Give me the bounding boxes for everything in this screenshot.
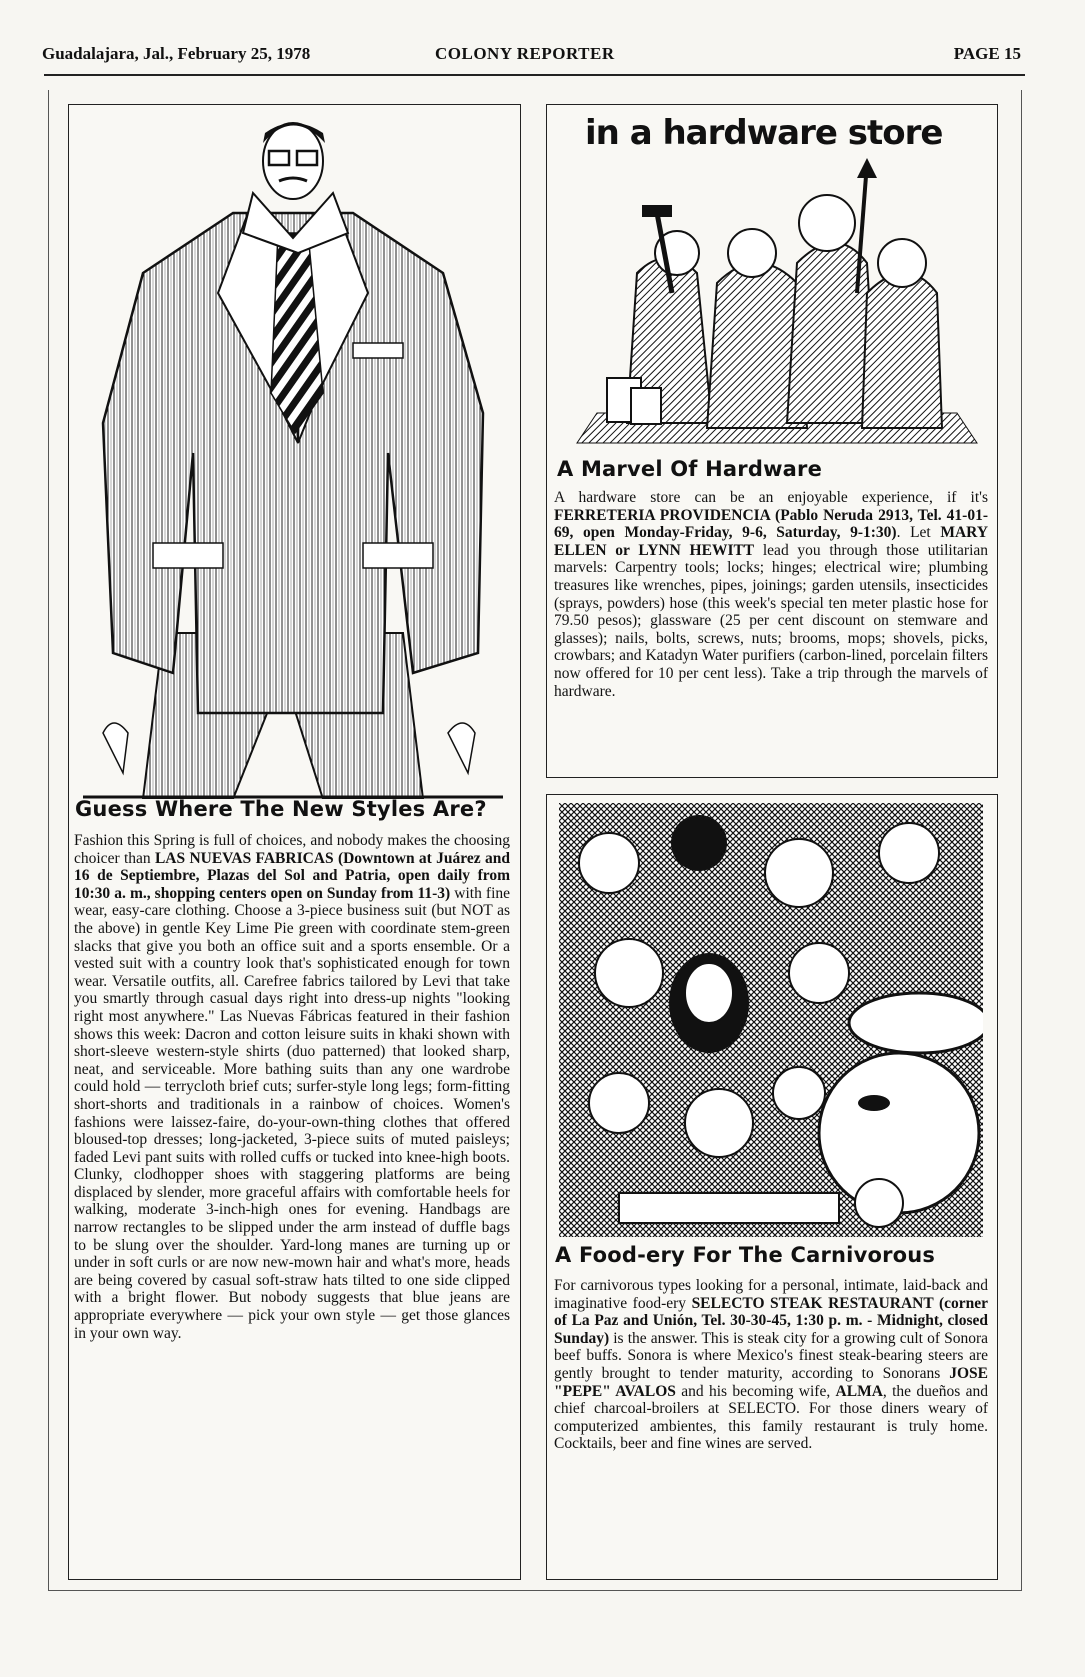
food-body-text: For carnivorous types looking for a personal, intimate, laid-back and imaginative food-ery SELECTO STEAK RESTAURANT (corner of La Paz and Unión, Tel. 30-30-45, 1:30 p. m. - Midnight, closed Sunday) is the answer. This is steak city for a growing cult of Sonora beef buffs. Sonora is where Mexico's finest steak-bearing steers are gently brought to tender maturity, according to Sonorans JOSE "PEPE" AVALOS and his becoming wife, ALMA, the dueños and chief charcoal-broilers at SELECTO. For those diners weary of computerized ambientes, this family restaurant is truly home. Cocktails, beer and fine wines are served. [554,1277,988,1453]
diners-illustration [559,803,983,1237]
fashion-body-text: Fashion this Spring is full of choices, and nobody makes the choosing choicer than LAS NUEVAS FABRICAS (Downtown at Juárez and 16 de Septiembre, Plazas del Sol and Patria, open daily from 10:30 a. m., shopping centers open on Sunday from 11-3) with fine wear, easy-care clothing. Choose a 3-piece business suit (but NOT as the above) in gentle Key Lime Pie green with coordinate stem-green slacks that give you both an office suit and a sports ensemble. Or a vested suit with a country look that's sophisticated enough for town wear. Versatile outfits, all. Carefree fabrics tailored by Levi that take you smartly through casual days right into dress-up nights "looking right most anywhere." Las Nuevas Fábricas featured in their fashion shows this week: Dacron and cotton leisure suits in khaki shown with short-sleeve western-style shirts (duo patterned) that looked sharp, neat, and serviceable. More bathing suits than any one wardrobe could hold — terrycloth brief cuts; surfer-style long legs; form-fitting short-shorts and traditionals in a rainbow of choices. Women's fashions were laissez-faire, do-your-own-thing clothes that offered bloused-top dresses; long-jacketed, 3-piece suits of muted paisleys; faded Levi pant suits with rolled cuffs or tucked into knee-high boots. Clunky, clodhopper shoes with staggering platforms are being displaced by slender, more graceful affairs with comfortable heels for walking, moderate 3-inch-high ones for evening. Handbags are narrow rectangles to be slipped under the arm instead of duffle bags to be slung over the shoulder. Yard-long manes are turning up or under in soft curls or are now new-mown hair and what's more, heads are being covered by casual soft-straw hats tilted to one side clipped with a bright flower. But nobody suggests that blue jeans are appropriate everywhere — pick your own style — get those glances in your own way. [74,832,511,1342]
hardware-body-text: A hardware store can be an enjoyable experience, if it's FERRETERIA PROVIDENCIA (Pablo Neruda 2913, Tel. 41-01-69, open Monday-Friday, 9-6, Saturday, 9-1:30). Let MARY ELLEN or LYNN HEWITT lead you through those utilitarian marvels: Carpentry tools; locks; hinges; electrical wire; plumbing treasures like wrenches, pipes, joinings; garden utensils, insecticides (sprays, powders) hose (this week's special ten meter plastic hose for 79.50 pesos); glassware (25 per cent discount on stemware and glasses); nails, bolts, screws, nuts; brooms, mops; shovels, picks, crowbars; and Katadyn Water purifiers (carbon-lined, porcelain filters now offered for 10 per cent less). Take a trip through the marvels of hardware. [554,489,989,700]
suit-illustration [83,113,503,799]
publication-name: COLONY REPORTER [435,44,615,63]
hardware-illustration [567,153,987,453]
dateline: Guadalajara, Jal., February 25, 1978 [42,44,311,63]
fashion-heading: Guess Where The New Styles Are? [75,797,487,821]
food-heading: A Food-ery For The Carnivorous [555,1243,936,1267]
fashion-article-box [68,104,521,1580]
food-article-box [546,794,998,1580]
hardware-article-box [546,104,998,778]
hardware-heading: A Marvel Of Hardware [557,457,823,481]
page-header [42,44,1021,70]
hardware-ad-title: in a hardware store [585,113,943,153]
page-number: PAGE 15 [953,44,1021,63]
header-rule [44,74,1025,76]
